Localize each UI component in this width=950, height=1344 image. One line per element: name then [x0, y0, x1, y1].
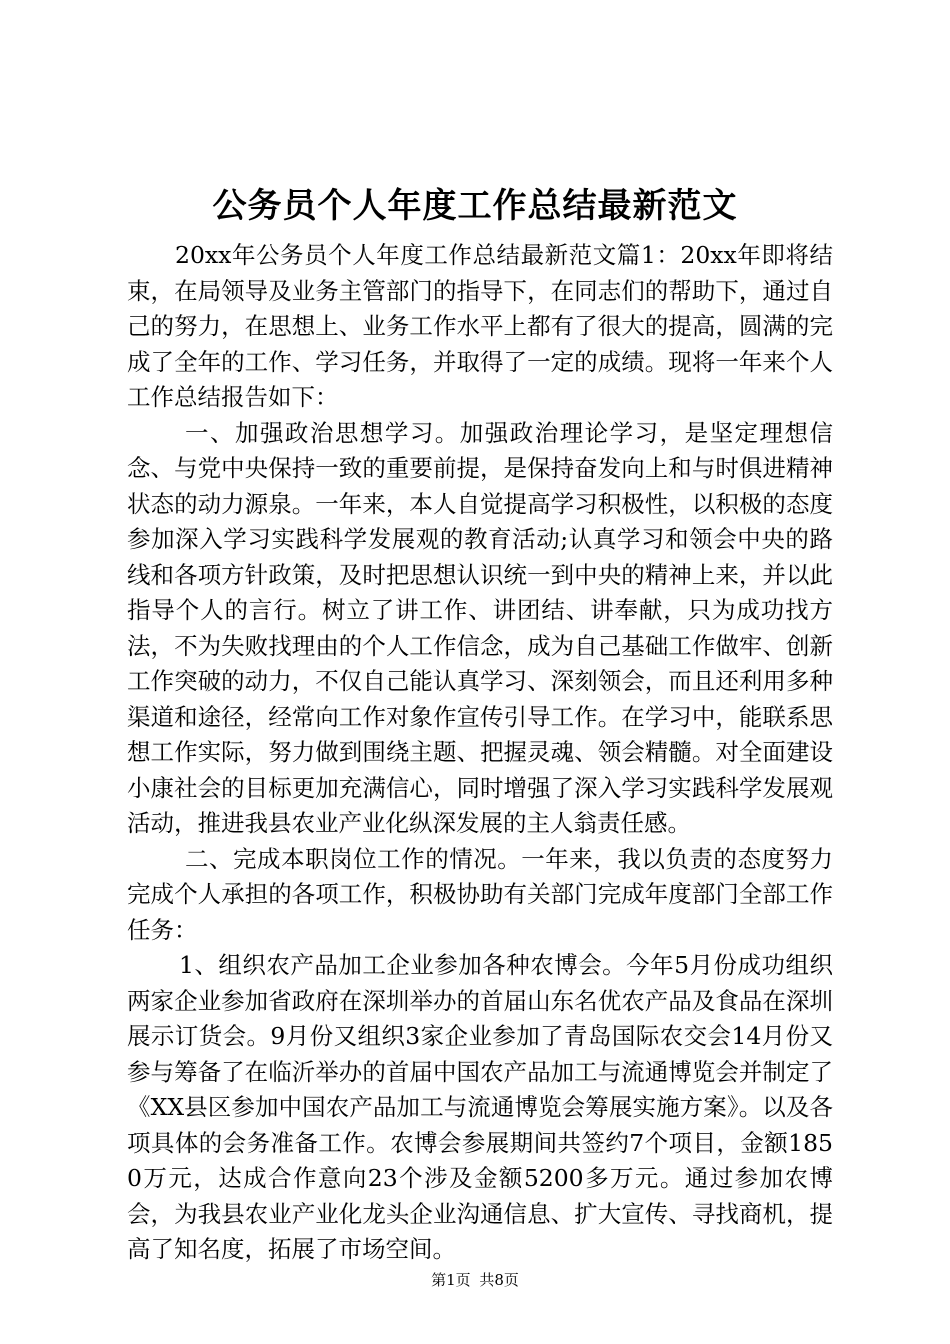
- paragraph-section-one: 一、加强政治思想学习。加强政治理论学习，是坚定理想信念、与党中央保持一致的重要前提，是保持奋发向上和与时俱进精神状态的动力源泉。一年来，本人自觉提高学习积极性，以积极的态度参加深入学习实践科学发展观的教育活动;认真学习和领会中央的路线和各项方针政策，及时把思想认识统一到中央的精神上来，并以此指导个人的言行。树立了讲工作、讲团结、讲奉献，只为成功找方法，不为失败找理由的个人工作信念，成为自己基础工作做牢、创新工作突破的动力，不仅自己能认真学习、深刻领会，而且还利用多种渠道和途径，经常向工作对象作宣传引导工作。在学习中，能联系思想工作实际，努力做到围绕主题、把握灵魂、领会精髓。对全面建设小康社会的目标更加充满信心，同时增强了深入学习实践科学发展观活动，推进我县农业产业化纵深发展的主人翁责任感。: [127, 418, 833, 837]
- paragraph-section-two: 二、完成本职岗位工作的情况。一年来，我以负责的态度努力完成个人承担的各项工作，积极协助有关部门完成年度部门全部工作任务：: [127, 844, 833, 944]
- document-body: [127, 238, 833, 1268]
- document-title: 公务员个人年度工作总结最新范文: [212, 186, 738, 226]
- page-total: 共8页: [479, 1271, 519, 1289]
- page-footer: [0, 1270, 950, 1290]
- page-number: 第1页: [431, 1271, 471, 1289]
- paragraph-item-one: 1、组织农产品加工企业参加各种农博会。今年5月份成功组织两家企业参加省政府在深圳举办的首届山东名优农产品及食品在深圳展示订货会。9月份又组织3家企业参加了青岛国际农交会14月份又参与筹备了在临沂举办的首届中国农产品加工与流通博览会并制定了《XX县区参加中国农产品加工与流通博览会筹展实施方案》。以及各项具体的会务准备工作。农博会参展期间共签约7个项目，金额1850万元，达成合作意向23个涉及金额5200多万元。通过参加农博会，为我县农业产业化龙头企业沟通信息、扩大宣传、寻找商机，提高了知名度，拓展了市场空间。: [127, 951, 833, 1263]
- paragraph-intro: 20xx年公务员个人年度工作总结最新范文篇1：20xx年即将结束，在局领导及业务主管部门的指导下，在同志们的帮助下，通过自己的努力，在思想上、业务工作水平上都有了很大的提高，圆满的完成了全年的工作、学习任务，并取得了一定的成绩。现将一年来个人工作总结报告如下：: [127, 241, 833, 411]
